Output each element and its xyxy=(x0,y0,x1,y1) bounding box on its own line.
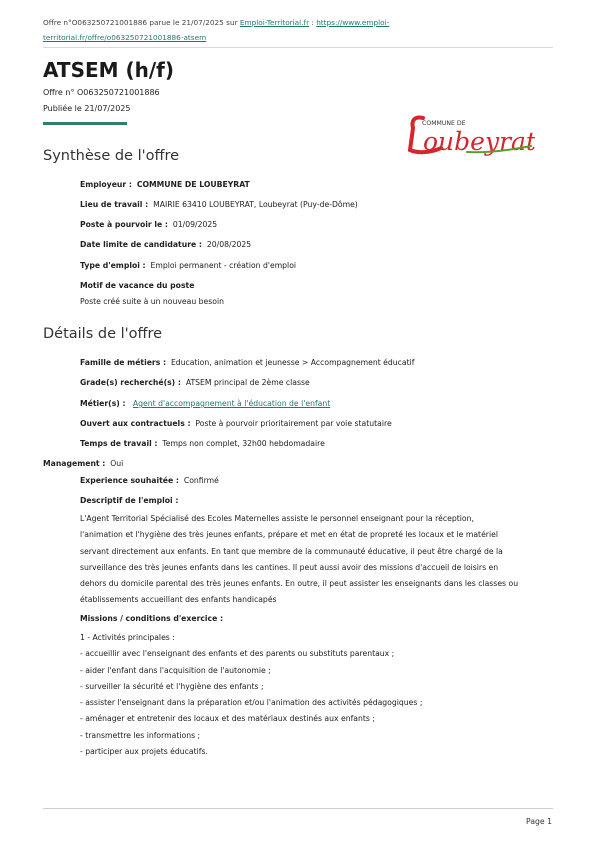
vacancy-reason-label-row xyxy=(80,281,194,290)
grade-row xyxy=(80,378,310,387)
post-date-label: Poste à pourvoir le : xyxy=(80,220,168,229)
description-body xyxy=(80,511,518,609)
work-time-label: Temps de travail : xyxy=(80,439,158,448)
contract-label: Ouvert aux contractuels : xyxy=(80,419,191,428)
synthese-heading: Synthèse de l'offre xyxy=(43,148,180,164)
vacancy-reason-label: Motif de vacance du poste xyxy=(80,281,195,290)
trade-link[interactable]: Agent d'accompagnement à l'éducation de l'enfant xyxy=(132,399,331,408)
grade-label: Grade(s) recherché(s) : xyxy=(80,378,181,387)
workplace-value: MAIRIE 63410 LOUBEYRAT, Loubeyrat (Puy-de-Dôme) xyxy=(153,200,358,209)
mission-item: - transmettre les informations ; xyxy=(80,730,201,740)
mission-item: 1 - Activités principales : xyxy=(80,633,175,642)
job-family-label: Famille de métiers : xyxy=(80,358,167,367)
mission-item: - participer aux projets éducatifs. xyxy=(80,747,208,757)
description-line: L'Agent Territorial Spécialisé des Ecoles Maternelles assiste le personnel enseignant pour la réception, xyxy=(80,514,474,523)
mission-item: - surveiller la sécurité et l'hygiène des enfants ; xyxy=(80,681,264,691)
deadline-label: Date limite de candidature : xyxy=(80,240,202,249)
description-label-row xyxy=(80,496,178,505)
job-type-label: Type d'emploi : xyxy=(80,261,146,270)
deadline-row xyxy=(80,240,251,249)
management-value: Oui xyxy=(110,459,124,468)
job-type-row xyxy=(80,261,296,270)
missions-label: Missions / conditions d'exercice : xyxy=(80,614,224,623)
workplace-row xyxy=(80,200,358,209)
experience-value: Confirmé xyxy=(183,476,219,485)
header-line-1 xyxy=(43,15,389,31)
description-line: servant directement aux enfants. En tant que membre de la communauté éducative, il peut être chargé de la xyxy=(80,546,503,556)
description-label: Descriptif de l'emploi : xyxy=(80,496,179,505)
post-date-value: 01/09/2025 xyxy=(172,220,218,229)
work-time-row xyxy=(80,439,325,448)
job-family-value: Education, animation et jeunesse > Accompagnement éducatif xyxy=(170,358,415,367)
description-line: surveillance des très jeunes enfants dans les cantines. Il peut aussi avoir des missions d'accueil de loisirs en xyxy=(80,562,499,572)
commune-logo xyxy=(403,112,535,156)
details-heading: Détails de l'offre xyxy=(43,326,163,342)
offer-number: Offre n° O063250721001886 xyxy=(43,88,160,97)
experience-label: Experience souhaitée : xyxy=(80,476,179,485)
mission-item: - assister l'enseignant dans la préparation et/ou l'animation des activités pédagogiques ; xyxy=(80,698,423,708)
footer-divider xyxy=(43,808,553,809)
work-time-value: Temps non complet, 32h00 hebdomadaire xyxy=(162,439,325,448)
mission-item: - aider l'enfant dans l'acquisition de l'autonomie ; xyxy=(80,665,271,675)
workplace-label: Lieu de travail : xyxy=(80,200,149,209)
trade-row xyxy=(80,399,330,408)
deadline-value: 20/08/2025 xyxy=(206,240,252,249)
header-prefix: Offre n°O063250721001886 parue le 21/07/2025 sur xyxy=(43,18,240,27)
missions-list xyxy=(80,630,422,760)
trade-label: Métier(s) : xyxy=(80,399,126,408)
site-link[interactable]: Emploi-Territorial.fr xyxy=(239,18,310,27)
experience-row xyxy=(80,476,219,485)
page-title: ATSEM (h/f) xyxy=(43,58,175,82)
title-accent-bar xyxy=(43,122,127,125)
job-family-row xyxy=(80,358,414,367)
vacancy-reason-value: Poste créé suite à un nouveau besoin xyxy=(80,297,225,306)
header-line-2 xyxy=(43,30,206,46)
header-divider xyxy=(43,47,553,48)
mission-item: - aménager et entretenir des locaux et des matériaux destinés aux enfants ; xyxy=(80,714,375,724)
mission-item: - accueillir avec l'enseignant des enfants et des parents ou substituts parentaux ; xyxy=(80,649,395,659)
post-date-row xyxy=(80,220,217,229)
description-line: dehors du domicile parental des très jeunes enfants. En outre, il peut assister les enseignants dans les classes ou xyxy=(80,579,519,589)
employer-value: COMMUNE DE LOUBEYRAT xyxy=(136,180,250,189)
management-row xyxy=(43,459,123,468)
svg-text:COMMUNE DE: COMMUNE DE xyxy=(422,120,466,127)
header-separator: : xyxy=(309,18,317,27)
description-line: l'animation et l'hygiène des très jeunes enfants, prépare et met en état de propreté les locaux et le matériel xyxy=(80,530,498,540)
offer-url-link-part1[interactable]: https://www.emploi- xyxy=(316,18,390,27)
management-label: Management : xyxy=(43,459,106,468)
offer-url-link-part2[interactable]: territorial.fr/offre/o063250721001886-atsem xyxy=(43,33,207,42)
missions-label-row xyxy=(80,614,223,623)
employer-label: Employeur : xyxy=(80,180,132,189)
page-number: Page 1 xyxy=(526,817,552,826)
published-date: Publiée le 21/07/2025 xyxy=(43,104,131,113)
svg-text:oubeyrat: oubeyrat xyxy=(423,127,535,156)
contract-value: Poste à pourvoir prioritairement par voie statutaire xyxy=(195,419,392,428)
job-type-value: Emploi permanent - création d'emploi xyxy=(150,261,297,270)
employer-row xyxy=(80,180,250,189)
vacancy-reason-value-row xyxy=(80,297,224,306)
commune-logo-image xyxy=(403,112,535,156)
grade-value: ATSEM principal de 2ème classe xyxy=(185,378,310,387)
description-line: établissements accueillant des enfants handicapés xyxy=(80,595,277,605)
contract-row xyxy=(80,419,392,428)
